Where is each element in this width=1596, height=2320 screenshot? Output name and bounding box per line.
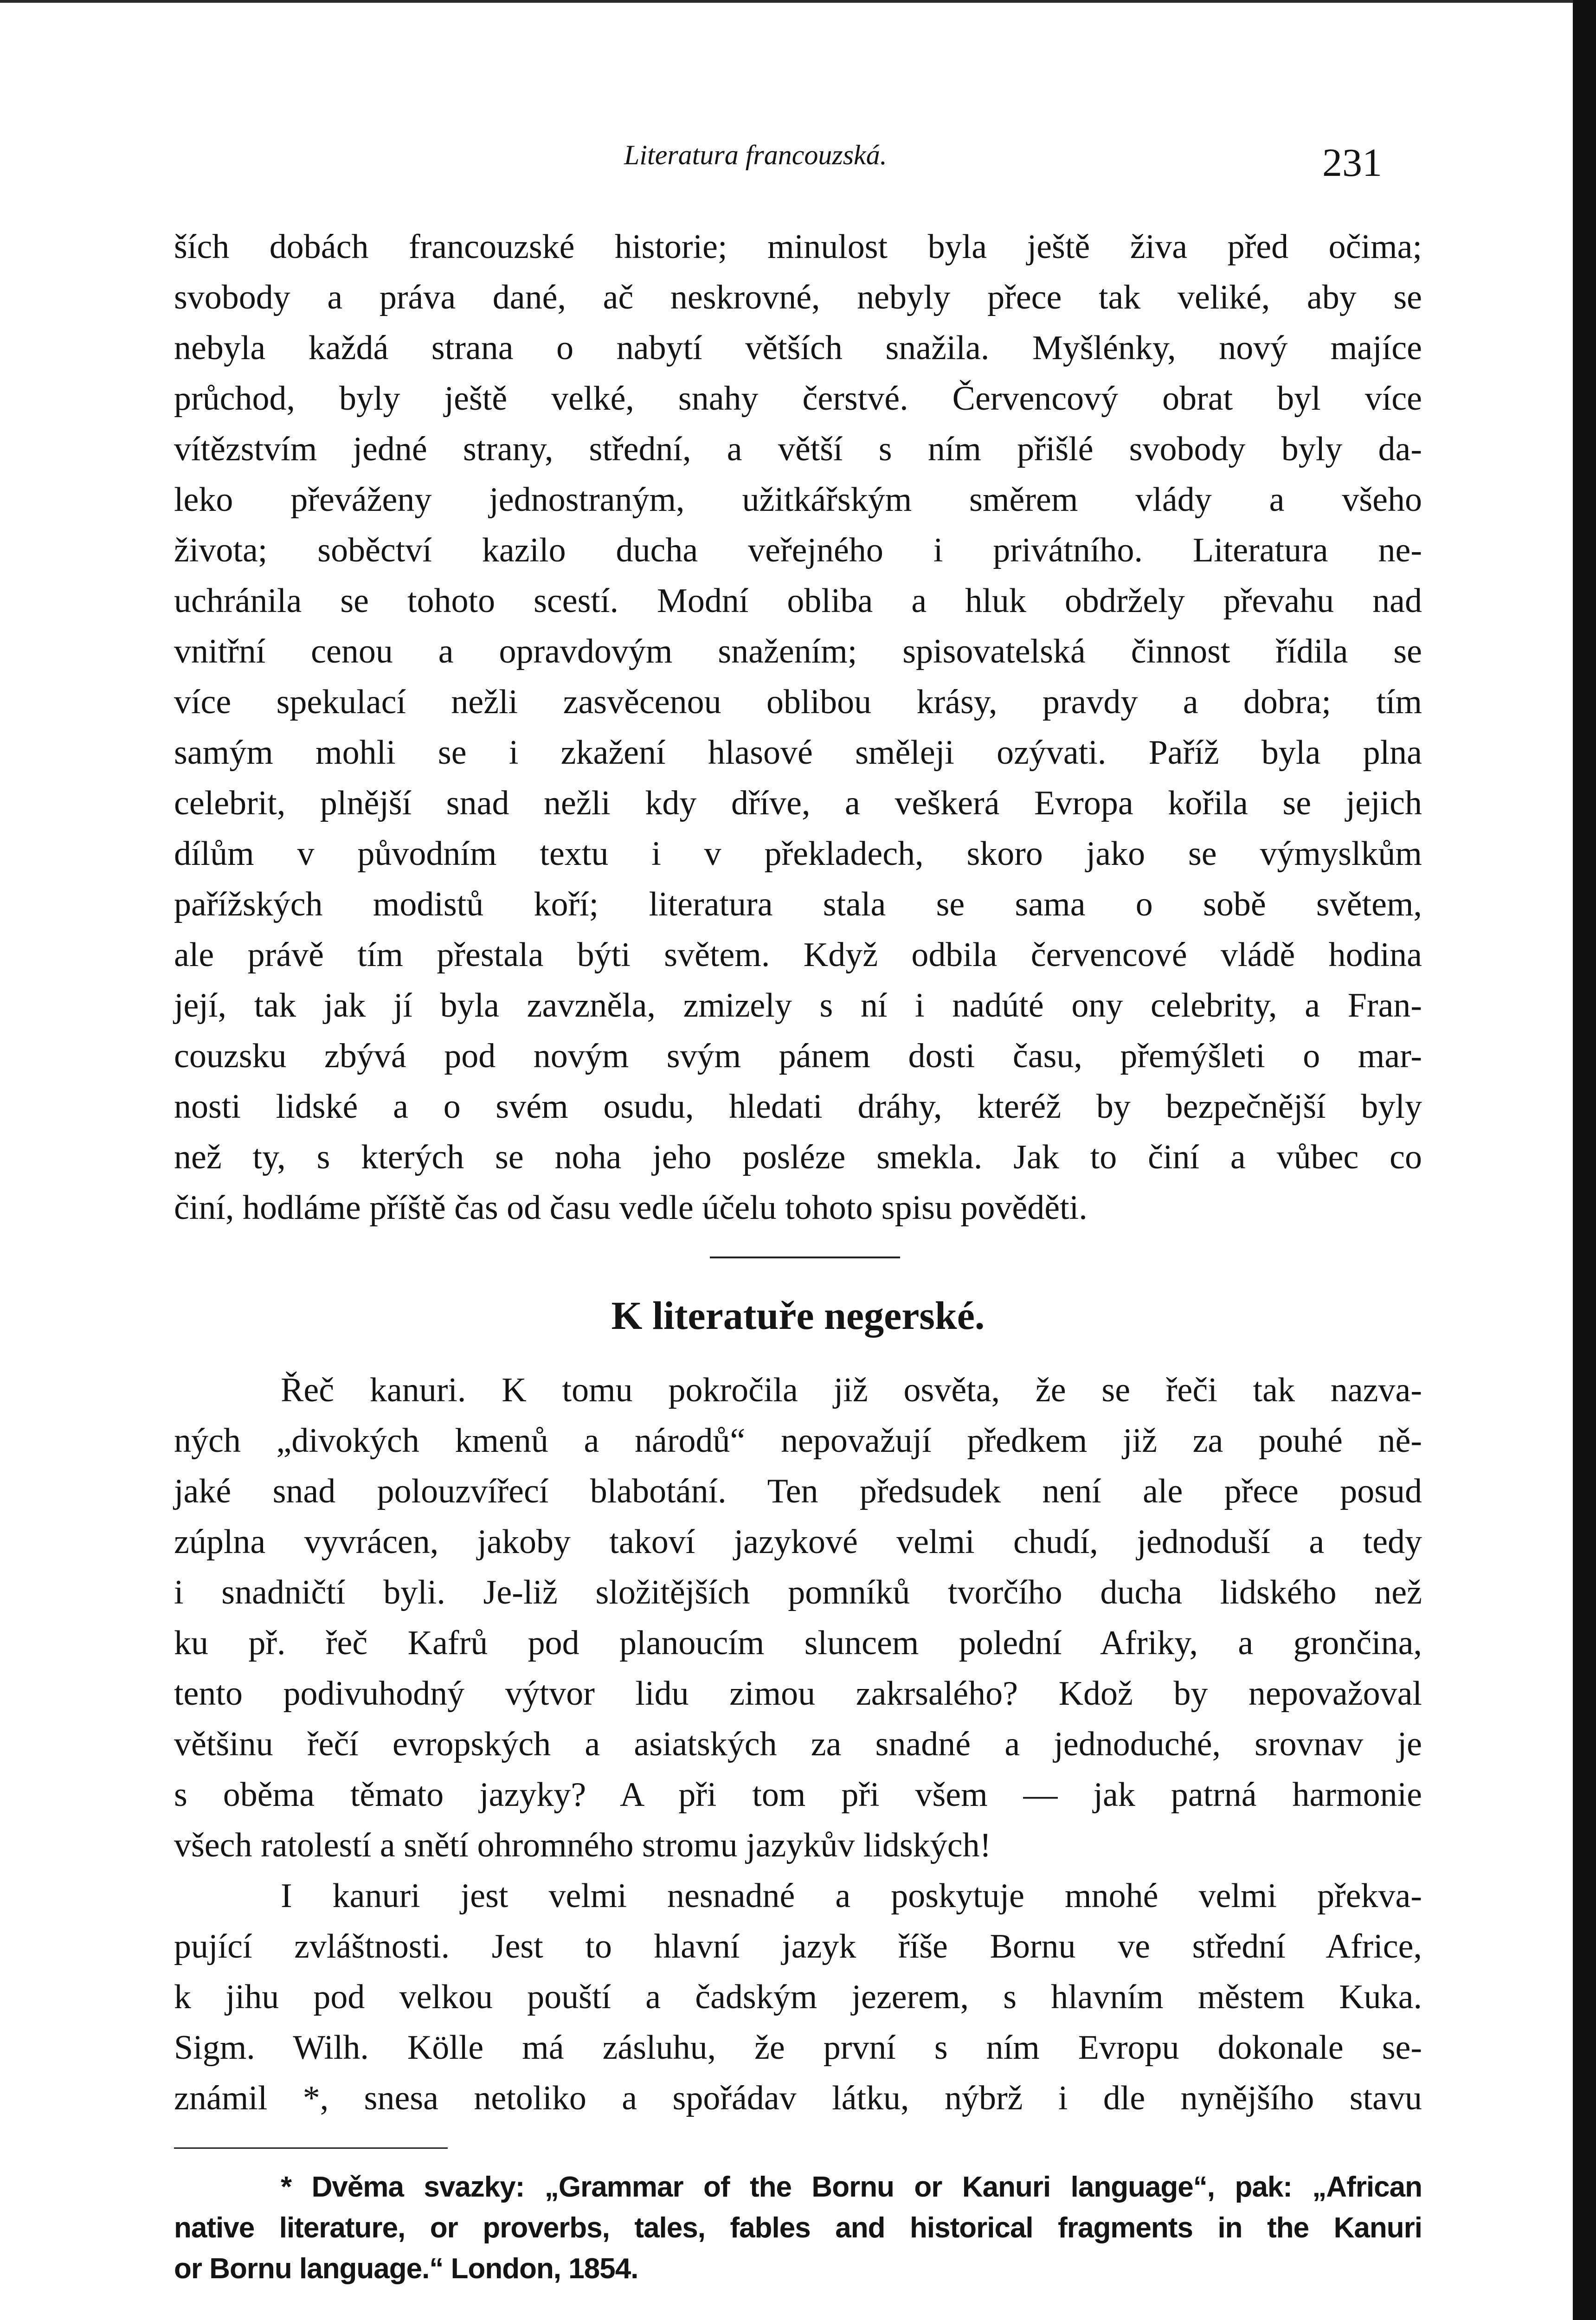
text-line: ku př. řeč Kafrů pod planoucím sluncem polední Afriky, a grončina, xyxy=(174,1624,1422,1662)
text-line: jaké snad polouzvířecí blabotání. Ten předsudek není ale přece posud xyxy=(174,1472,1422,1510)
text-line: zúplna vyvrácen, jakoby takoví jazykové velmi chudí, jednoduší a tedy xyxy=(174,1523,1422,1561)
text-line: Sigm. Wilh. Kölle má zásluhu, že první s ním Evropu dokonale se- xyxy=(174,2029,1422,2067)
running-header: Literatura francouzská. xyxy=(624,140,887,170)
text-line: života; soběctví kazilo ducha veřejného i privátního. Literatura ne- xyxy=(174,531,1422,569)
text-line: leko převáženy jednostraným, užitkářským směrem vlády a všeho xyxy=(174,481,1422,519)
scan-top-edge xyxy=(0,0,1596,3)
text-line: nebyla každá strana o nabytí větších snažila. Myšlénky, nový majíce xyxy=(174,329,1422,367)
text-line: dílům v původním textu i v překladech, skoro jako se výmyslkům xyxy=(174,835,1422,873)
text-line: tento podivuhodný výtvor lidu zimou zakrsalého? Kdož by nepovažoval xyxy=(174,1675,1422,1713)
text-line: I kanuri jest velmi nesnadné a poskytuje mnohé velmi překva- xyxy=(281,1877,1422,1915)
page-number: 231 xyxy=(1322,140,1382,185)
text-line: s oběma těmato jazyky? A při tom při všem — jak patrná harmonie xyxy=(174,1776,1422,1814)
text-line: celebrit, plnější snad nežli kdy dříve, a veškerá Evropa kořila se jejich xyxy=(174,784,1422,822)
footnote xyxy=(174,2167,1422,2289)
text-line: samým mohli se i zkažení hlasové směleji ozývati. Paříž byla plna xyxy=(174,734,1422,772)
footnote-line: * Dvěma svazky: „Grammar of the Bornu or Kanuri language“, pak: „African xyxy=(281,2171,1422,2203)
text-line: svobody a práva dané, ač neskrovné, nebyly přece tak veliké, aby se xyxy=(174,278,1422,316)
section-body xyxy=(174,1365,1422,2124)
text-line: ších dobách francouzské historie; minulost byla ještě živa před očima; xyxy=(174,228,1422,266)
text-line: uchránila se tohoto scestí. Modní obliba a hluk obdržely převahu nad xyxy=(174,582,1422,620)
footnote-rule xyxy=(174,2147,448,2149)
text-line: než ty, s kterých se noha jeho posléze smekla. Jak to činí a vůbec co xyxy=(174,1138,1422,1176)
text-line: pující zvláštnosti. Jest to hlavní jazyk říše Bornu ve střední Africe, xyxy=(174,1927,1422,1966)
footnote-line: native literature, or proverbs, tales, fables and historical fragments in the Kanuri xyxy=(174,2212,1422,2244)
text-line: nosti lidské a o svém osudu, hledati dráhy, kteréž by bezpečnější byly xyxy=(174,1088,1422,1126)
text-line: všech ratolestí a snětí ohromného stromu jazykův lidských! xyxy=(174,1826,991,1864)
section-heading: K literatuře negerské. xyxy=(611,1293,985,1338)
text-line: většinu řečí evropských a asiatských za snadné a jednoduché, srovnav je xyxy=(174,1725,1422,1763)
text-line: činí, hodláme příště čas od času vedle účelu tohoto spisu pověděti. xyxy=(174,1189,1088,1227)
text-line: couzsku zbývá pod novým svým pánem dosti času, přemýšleti o mar- xyxy=(174,1037,1422,1075)
text-line: její, tak jak jí byla zavzněla, zmizely s ní i nadúté ony celebrity, a Fran- xyxy=(174,986,1422,1025)
continuation-paragraph xyxy=(174,222,1422,1233)
footnote-line: or Bornu language.“ London, 1854. xyxy=(174,2253,638,2285)
text-line: Řeč kanuri. K tomu pokročila již osvěta, že se řeči tak nazva- xyxy=(281,1371,1422,1409)
text-line: více spekulací nežli zasvěcenou oblibou krásy, pravdy a dobra; tím xyxy=(174,683,1422,721)
text-line: vnitřní cenou a opravdovým snažením; spisovatelská činnost řídila se xyxy=(174,632,1422,670)
text-line: pařížských modistů koří; literatura stala se sama o sobě světem, xyxy=(174,885,1422,923)
text-line: ale právě tím přestala býti světem. Když odbila červencové vládě hodina xyxy=(174,936,1422,974)
text-line: vítězstvím jedné strany, střední, a větší s ním přišlé svobody byly da- xyxy=(174,430,1422,468)
section-divider xyxy=(710,1257,900,1258)
text-line: i snadničtí byli. Je-liž složitějších pomníků tvorčího ducha lidského než xyxy=(174,1573,1422,1611)
scan-right-edge xyxy=(1573,0,1596,2320)
text-line: známil *, snesa netoliko a spořádav látku, nýbrž i dle nynějšího stavu xyxy=(174,2079,1422,2117)
text-line: ných „divokých kmenů a národů“ nepovažují předkem již za pouhé ně- xyxy=(174,1422,1422,1460)
text-line: k jihu pod velkou pouští a čadským jezerem, s hlavním městem Kuka. xyxy=(174,1978,1422,2016)
text-line: průchod, byly ještě velké, snahy čerstvé. Červencový obrat byl více xyxy=(174,380,1422,418)
